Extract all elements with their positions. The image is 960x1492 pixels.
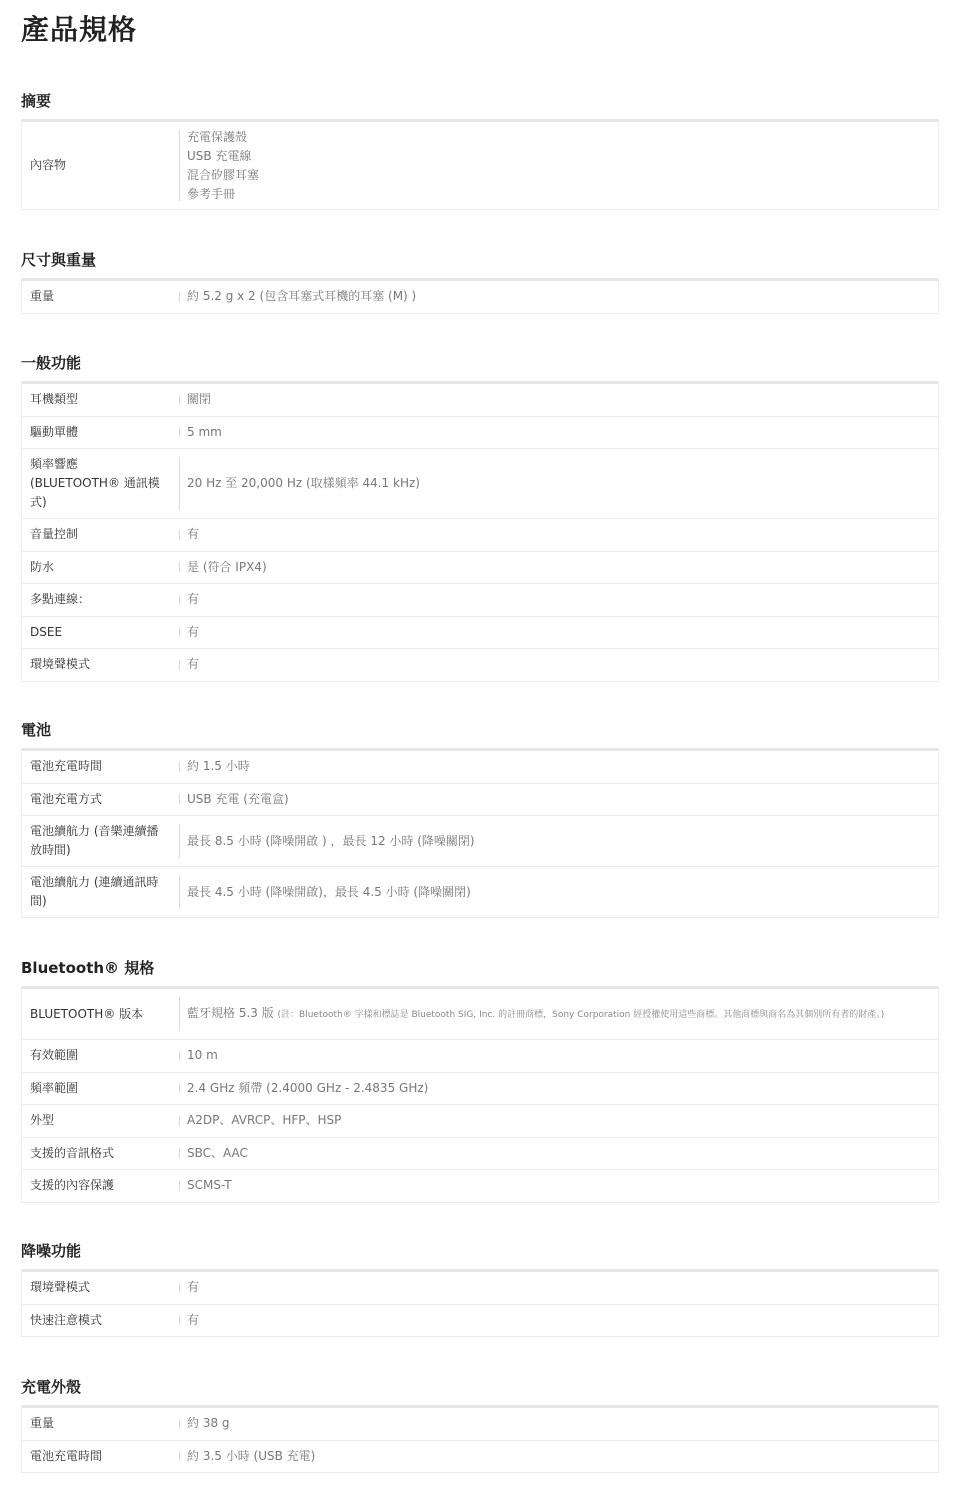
- spec-row: [22, 751, 938, 784]
- spec-row: [22, 1441, 938, 1474]
- spec-value: 2.4 GHz 頻帶 (2.4000 GHz - 2.4835 GHz): [179, 1073, 938, 1105]
- page-title: 產品規格: [21, 13, 138, 46]
- spec-label: 電池充電時間: [30, 1448, 103, 1463]
- spec-label: 外型: [30, 1113, 55, 1128]
- spec-label: BLUETOOTH® 版本: [30, 1006, 144, 1021]
- spec-row: [22, 989, 938, 1040]
- spec-value-text: 藍牙規格 5.3 版: [187, 1006, 274, 1020]
- section-general: [21, 351, 939, 682]
- spec-value-line: 充電保護殼: [187, 129, 248, 144]
- spec-label: 頻率響應 (BLUETOOTH® 通訊模式): [30, 457, 160, 509]
- spec-row: [22, 1170, 938, 1203]
- spec-label: 電池充電方式: [30, 791, 103, 806]
- section-title: 降噪功能: [21, 1242, 82, 1260]
- spec-row: [22, 449, 938, 519]
- spec-label: 頻率範圍: [30, 1080, 79, 1095]
- section-charging-case: [21, 1375, 939, 1473]
- spec-value: 是 (符合 IPX4): [179, 552, 938, 584]
- spec-value: USB 充電 (充電盒): [179, 784, 938, 816]
- section-title: 一般功能: [21, 354, 82, 372]
- spec-label: 耳機類型: [30, 392, 79, 407]
- spec-value: [179, 989, 938, 1039]
- section-title: 摘要: [21, 92, 52, 110]
- spec-value: 有: [179, 584, 938, 616]
- spec-value: A2DP、AVRCP、HFP、HSP: [179, 1105, 938, 1137]
- spec-label: 支援的內容保護: [30, 1178, 115, 1193]
- spec-label: 驅動單體: [30, 424, 79, 439]
- spec-value-line: USB 充電線: [187, 148, 252, 163]
- spec-label: 防水: [30, 559, 55, 574]
- spec-table: [21, 381, 939, 682]
- spec-row: [22, 1073, 938, 1106]
- spec-label: DSEE: [30, 624, 63, 639]
- spec-label: 環境聲模式: [30, 657, 91, 672]
- spec-row: [22, 867, 938, 918]
- spec-label: 電池續航力 (音樂連續播放時間): [30, 824, 159, 857]
- section-summary: [21, 89, 939, 210]
- spec-table: [21, 986, 939, 1203]
- spec-row: [22, 784, 938, 817]
- spec-table: [21, 119, 939, 210]
- section-title: 電池: [21, 721, 52, 739]
- spec-row: [22, 417, 938, 450]
- spec-value: 有: [179, 1272, 938, 1304]
- spec-label: 電池充電時間: [30, 759, 103, 774]
- spec-value: 約 3.5 小時 (USB 充電): [179, 1441, 938, 1473]
- spec-label: 有效範圍: [30, 1048, 79, 1063]
- spec-value-line: 混合矽膠耳塞: [187, 167, 260, 182]
- spec-value: 有: [179, 519, 938, 551]
- spec-value: 約 1.5 小時: [179, 751, 938, 783]
- spec-row-contents: [22, 122, 938, 210]
- spec-row: [22, 1272, 938, 1305]
- spec-table: [21, 748, 939, 918]
- spec-label: 音量控制: [30, 527, 79, 542]
- spec-table: [21, 278, 939, 314]
- spec-row: [22, 1408, 938, 1441]
- spec-row: [22, 649, 938, 682]
- spec-value: 最長 8.5 小時 (降噪開啟 ) ，最長 12 小時 (降噪關閉): [179, 816, 938, 866]
- spec-row: [22, 1138, 938, 1171]
- spec-label: 環境聲模式: [30, 1280, 91, 1295]
- spec-value: 有: [179, 617, 938, 649]
- spec-row: [22, 1040, 938, 1073]
- spec-value: 約 5.2 g x 2 (包含耳塞式耳機的耳塞 (M) ): [179, 281, 938, 313]
- spec-row-weight: [22, 281, 938, 314]
- spec-table: [21, 1269, 939, 1337]
- spec-label: 支援的音訊格式: [30, 1145, 115, 1160]
- spec-value-note: (註：Bluetooth® 字樣和標誌是 Bluetooth SIG, Inc. 的註冊商標，Sony Corporation 經授權使用這些商標。其他商標與商名為其個別所有者的財產。): [277, 1010, 885, 1020]
- section-title: 充電外殼: [21, 1378, 82, 1396]
- spec-value: [179, 122, 938, 209]
- section-bluetooth: [21, 956, 939, 1203]
- spec-value: 約 38 g: [179, 1408, 938, 1440]
- spec-label: 重量: [30, 289, 55, 304]
- spec-table: [21, 1405, 939, 1473]
- spec-label: 多點連線：: [30, 592, 91, 607]
- spec-row: [22, 816, 938, 867]
- section-noise-cancel: [21, 1239, 939, 1337]
- spec-value: 20 Hz 至 20,000 Hz (取樣頻率 44.1 kHz): [179, 449, 938, 518]
- spec-label: 重量: [30, 1416, 55, 1431]
- section-size-weight: [21, 248, 939, 314]
- spec-row: [22, 519, 938, 552]
- section-title: Bluetooth® 規格: [21, 959, 155, 977]
- section-title: 尺寸與重量: [21, 251, 97, 269]
- spec-label: 電池續航力 (連續通訊時間): [30, 875, 159, 908]
- spec-value: SCMS-T: [179, 1170, 938, 1202]
- spec-value: 有: [179, 649, 938, 681]
- spec-value: 5 mm: [179, 417, 938, 449]
- spec-row: [22, 1305, 938, 1338]
- spec-value: 關閉: [179, 384, 938, 416]
- spec-label: 內容物: [30, 158, 67, 172]
- spec-row: [22, 384, 938, 417]
- spec-row: [22, 617, 938, 650]
- spec-value: SBC、AAC: [179, 1138, 938, 1170]
- spec-row: [22, 1105, 938, 1138]
- spec-row: [22, 552, 938, 585]
- section-battery: [21, 718, 939, 918]
- spec-row: [22, 584, 938, 617]
- spec-label: 快速注意模式: [30, 1312, 103, 1327]
- spec-value: 最長 4.5 小時 (降噪開啟)，最長 4.5 小時 (降噪關閉): [179, 867, 938, 917]
- spec-value-line: 參考手冊: [187, 186, 236, 201]
- spec-value: 10 m: [179, 1040, 938, 1072]
- spec-value: 有: [179, 1305, 938, 1337]
